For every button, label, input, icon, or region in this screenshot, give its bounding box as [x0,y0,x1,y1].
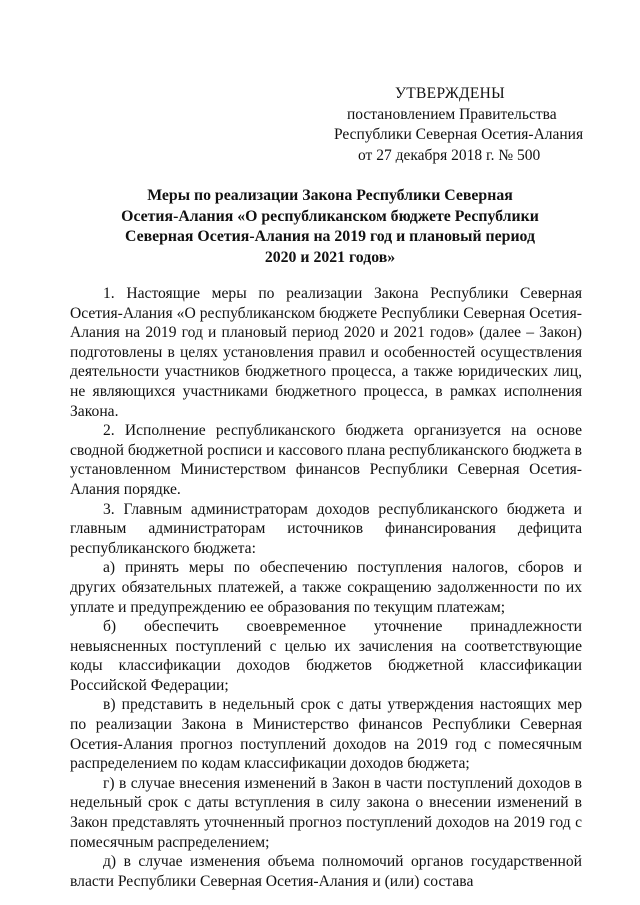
paragraph-3c: в) представить в недельный срок с даты утверждения настоящих мер по реализации Закона в Министерство финансов Республики Северная Осетия-Алания прогноз поступлений доходов на 2019 год с помесячным распределением по кодам классификации доходов бюджета; [70,696,582,773]
paragraph-1: 1. Настоящие меры по реализации Закона Республики Северная Осетия-Алания «О республиканском бюджете Республики Северная Осетия-Алания на 2019 год и плановый период 2020 и 2021 годов» (далее – Закон) подготовлены в целях установления правил и особенностей осуществления деятельности участников бюджетного процесса, а также юридических лиц, не являющихся участниками бюджетного процесса, в рамках исполнения Закона. [70,285,582,420]
approval-title: УТВЕРЖДЕНЫ [395,85,505,102]
heading-line: Осетия-Алания «О республиканском бюджете Республики [121,207,539,225]
heading-line: 2020 и 2021 годов» [264,248,396,266]
paragraph-3d: г) в случае внесения изменений в Закон в части поступлений доходов в недельный срок с даты вступления в силу закона о внесении изменений в Закон представлять уточненный прогноз поступлений доходов на 2019 год с помесячным распределением; [70,774,582,851]
paragraph-3: 3. Главным администраторам доходов республиканского бюджета и главным администраторам источников финансирования дефицита республиканского бюджета: [70,500,582,557]
heading-line: Меры по реализации Закона Республики Северная [147,187,513,204]
paragraph-3b: б) обеспечить своевременное уточнение принадлежности невыясненных поступлений с целью их зачисления на соответствующие коды классификации доходов бюджетов бюджетной классификации Российской Федерации; [70,618,582,694]
approval-line-republic: Республики Северная Осетия-Алания [334,126,584,143]
paragraph-3e: д) в случае изменения объема полномочий органов государственной власти Республики Северная Осетия-Алания и (или) состава [70,853,582,890]
document-body [70,284,582,891]
heading-line: Северная Осетия-Алания на 2019 год и плановый период [124,228,535,245]
approval-line-resolution: постановлением Правительства [347,105,557,123]
approval-block [330,84,600,166]
approval-line-date-number: от 27 декабря 2018 г. № 500 [358,146,541,164]
document-heading [80,186,580,268]
paragraph-3a: а) принять меры по обеспечению поступления налогов, сборов и других обязательных платежей, а также сокращению задолженности по их уплате и предупреждению ее образования по текущим платежам; [70,559,582,616]
paragraph-2: 2. Исполнение республиканского бюджета организуется на основе сводной бюджетной росписи и кассового плана республиканского бюджета в установленном Министерством финансов Республики Северная Осетия-Алания порядке. [70,422,582,498]
